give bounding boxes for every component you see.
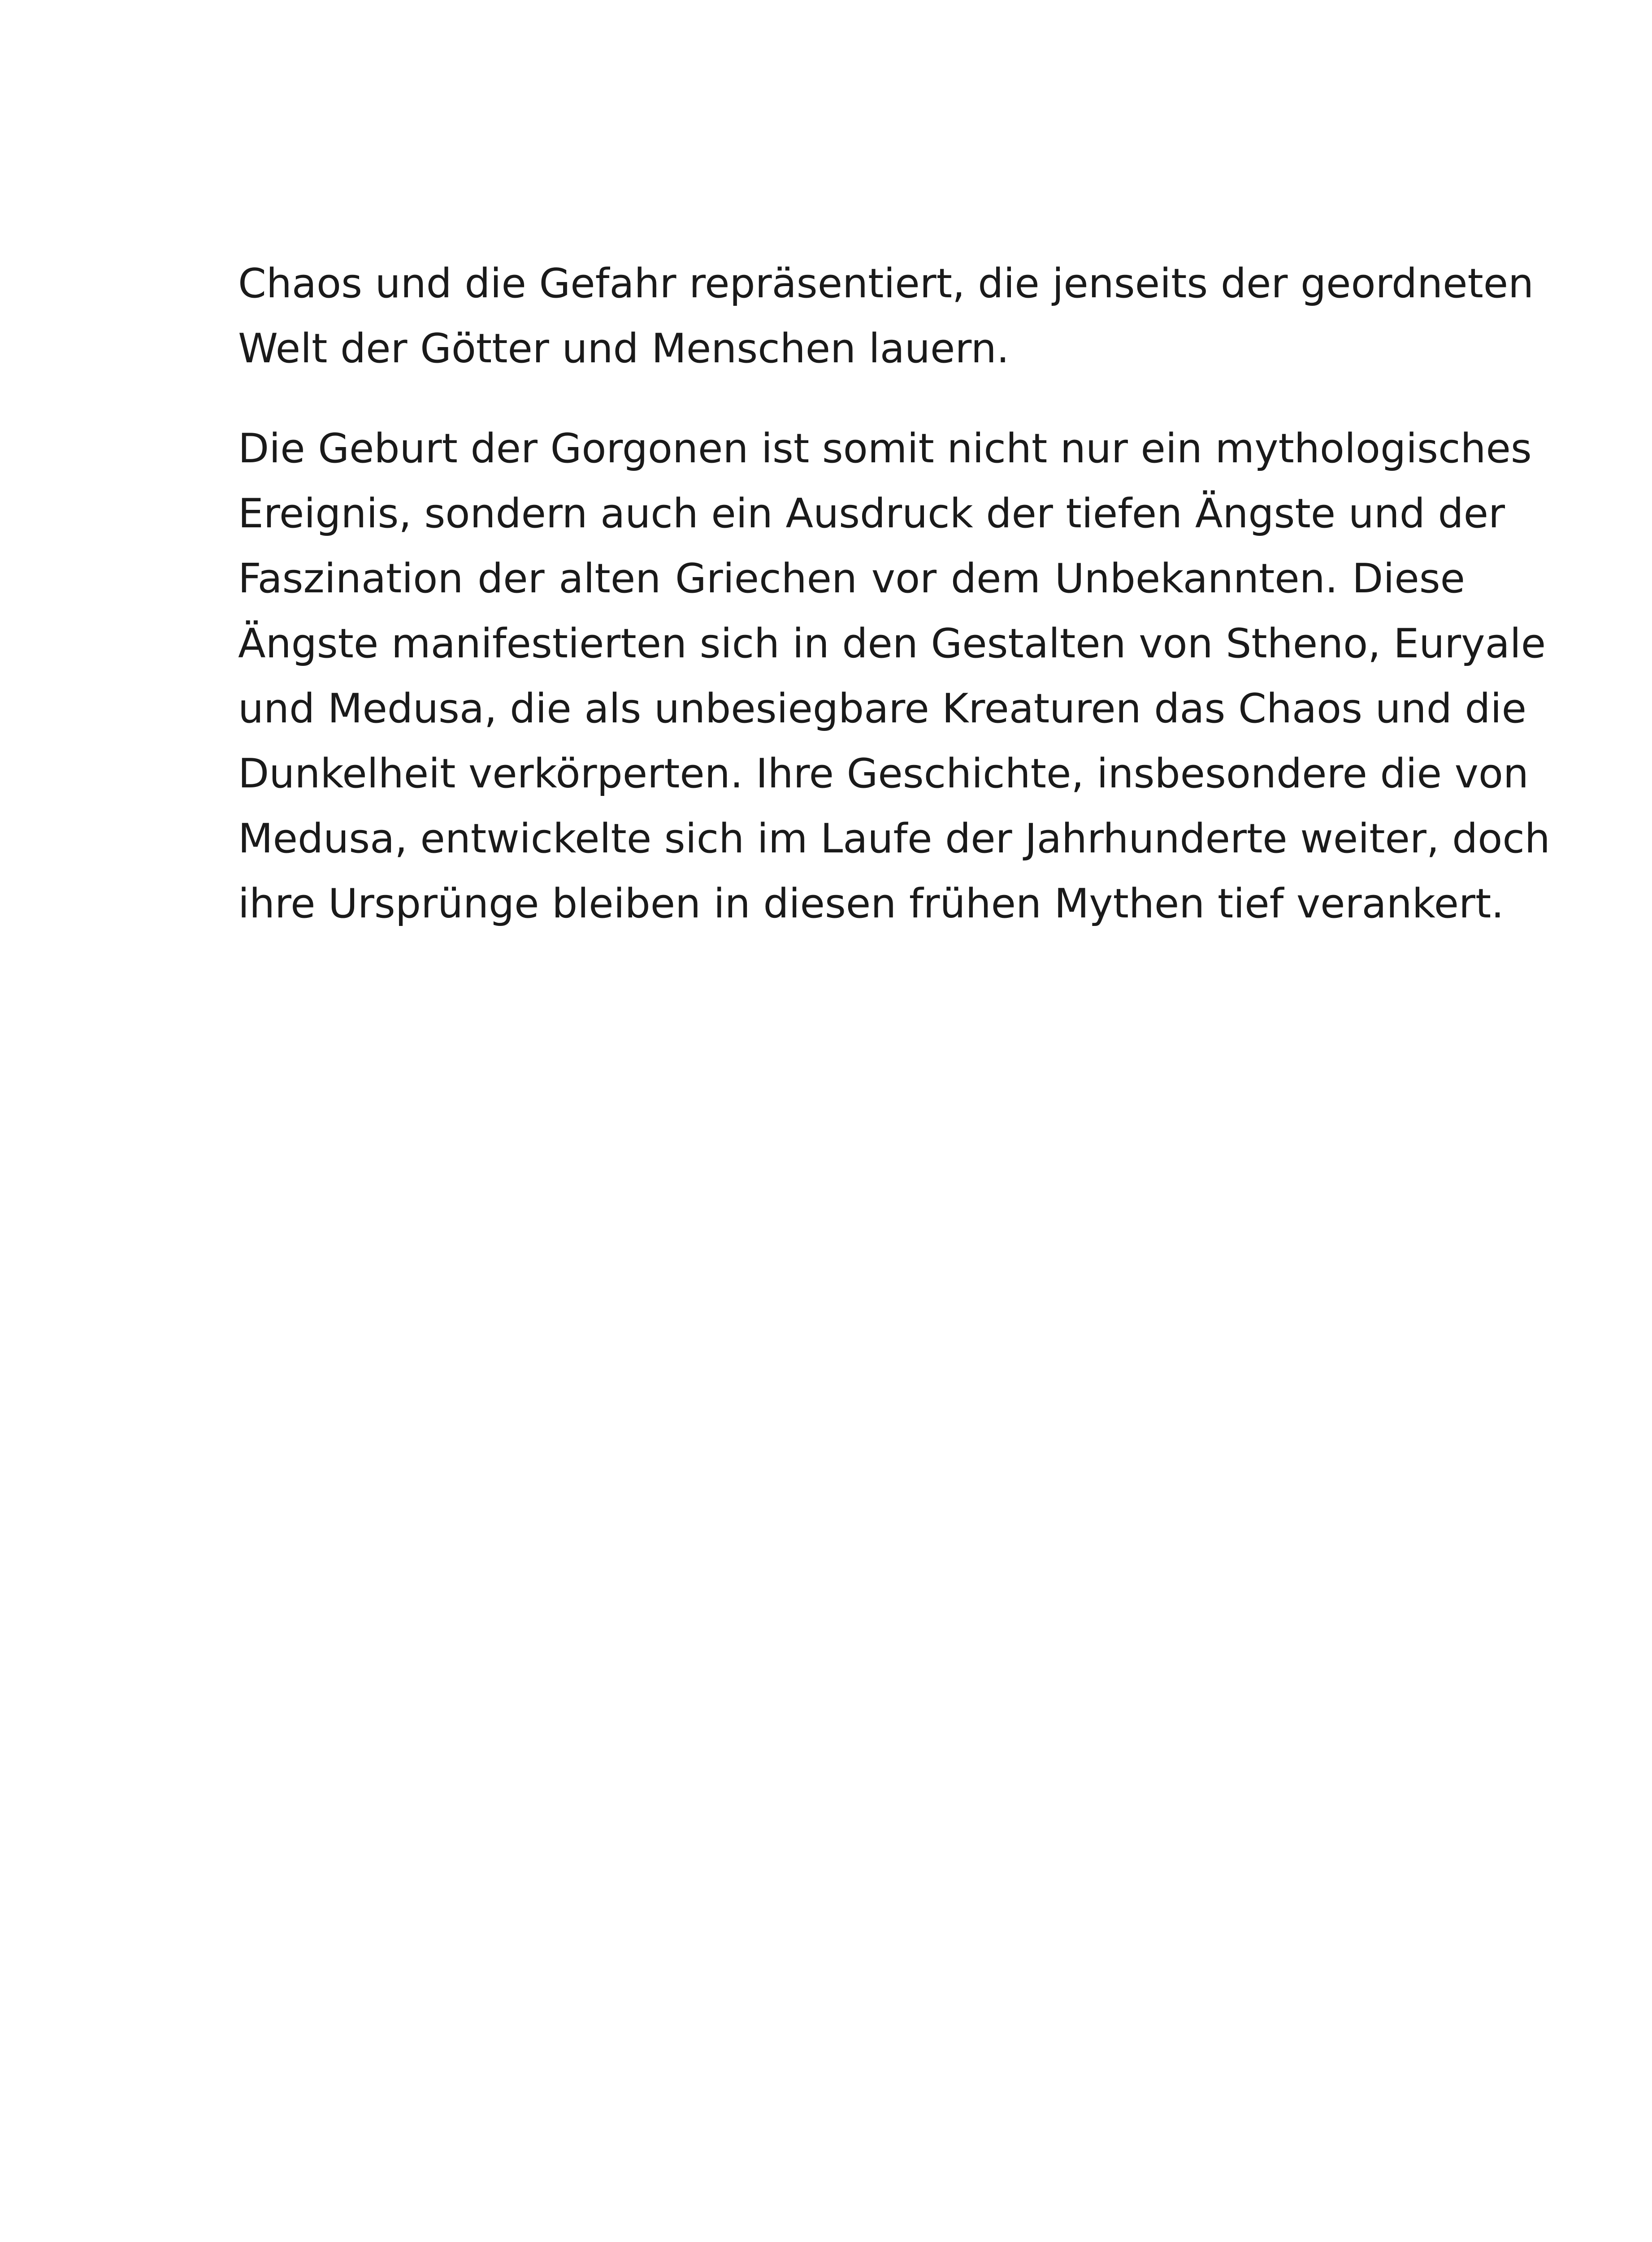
- text-line: Dunkelheit verkörperten. Ihre Geschichte, insbesondere die von: [238, 750, 1529, 797]
- text-line: Medusa, entwickelte sich im Laufe der Jahrhunderte weiter, doch: [238, 815, 1550, 862]
- text-line: Chaos und die Gefahr repräsentiert, die jenseits der geordneten: [238, 260, 1534, 307]
- text-line: Die Geburt der Gorgonen ist somit nicht nur ein mythologisches: [238, 425, 1532, 472]
- text-line: Faszination der alten Griechen vor dem Unbekannten. Diese: [238, 555, 1465, 602]
- text-line: Welt der Götter und Menschen lauern.: [238, 325, 1010, 372]
- body-text: [238, 251, 1550, 936]
- paragraph-2: [238, 416, 1550, 936]
- text-line: ihre Ursprünge bleiben in diesen frühen Mythen tief verankert.: [238, 880, 1504, 927]
- text-line: und Medusa, die als unbesiegbare Kreaturen das Chaos und die: [238, 685, 1526, 732]
- text-line: Ängste manifestierten sich in den Gestalten von Stheno, Euryale: [238, 620, 1546, 667]
- paragraph-1: [238, 251, 1534, 381]
- text-line: Ereignis, sondern auch ein Ausdruck der tiefen Ängste und der: [238, 490, 1505, 537]
